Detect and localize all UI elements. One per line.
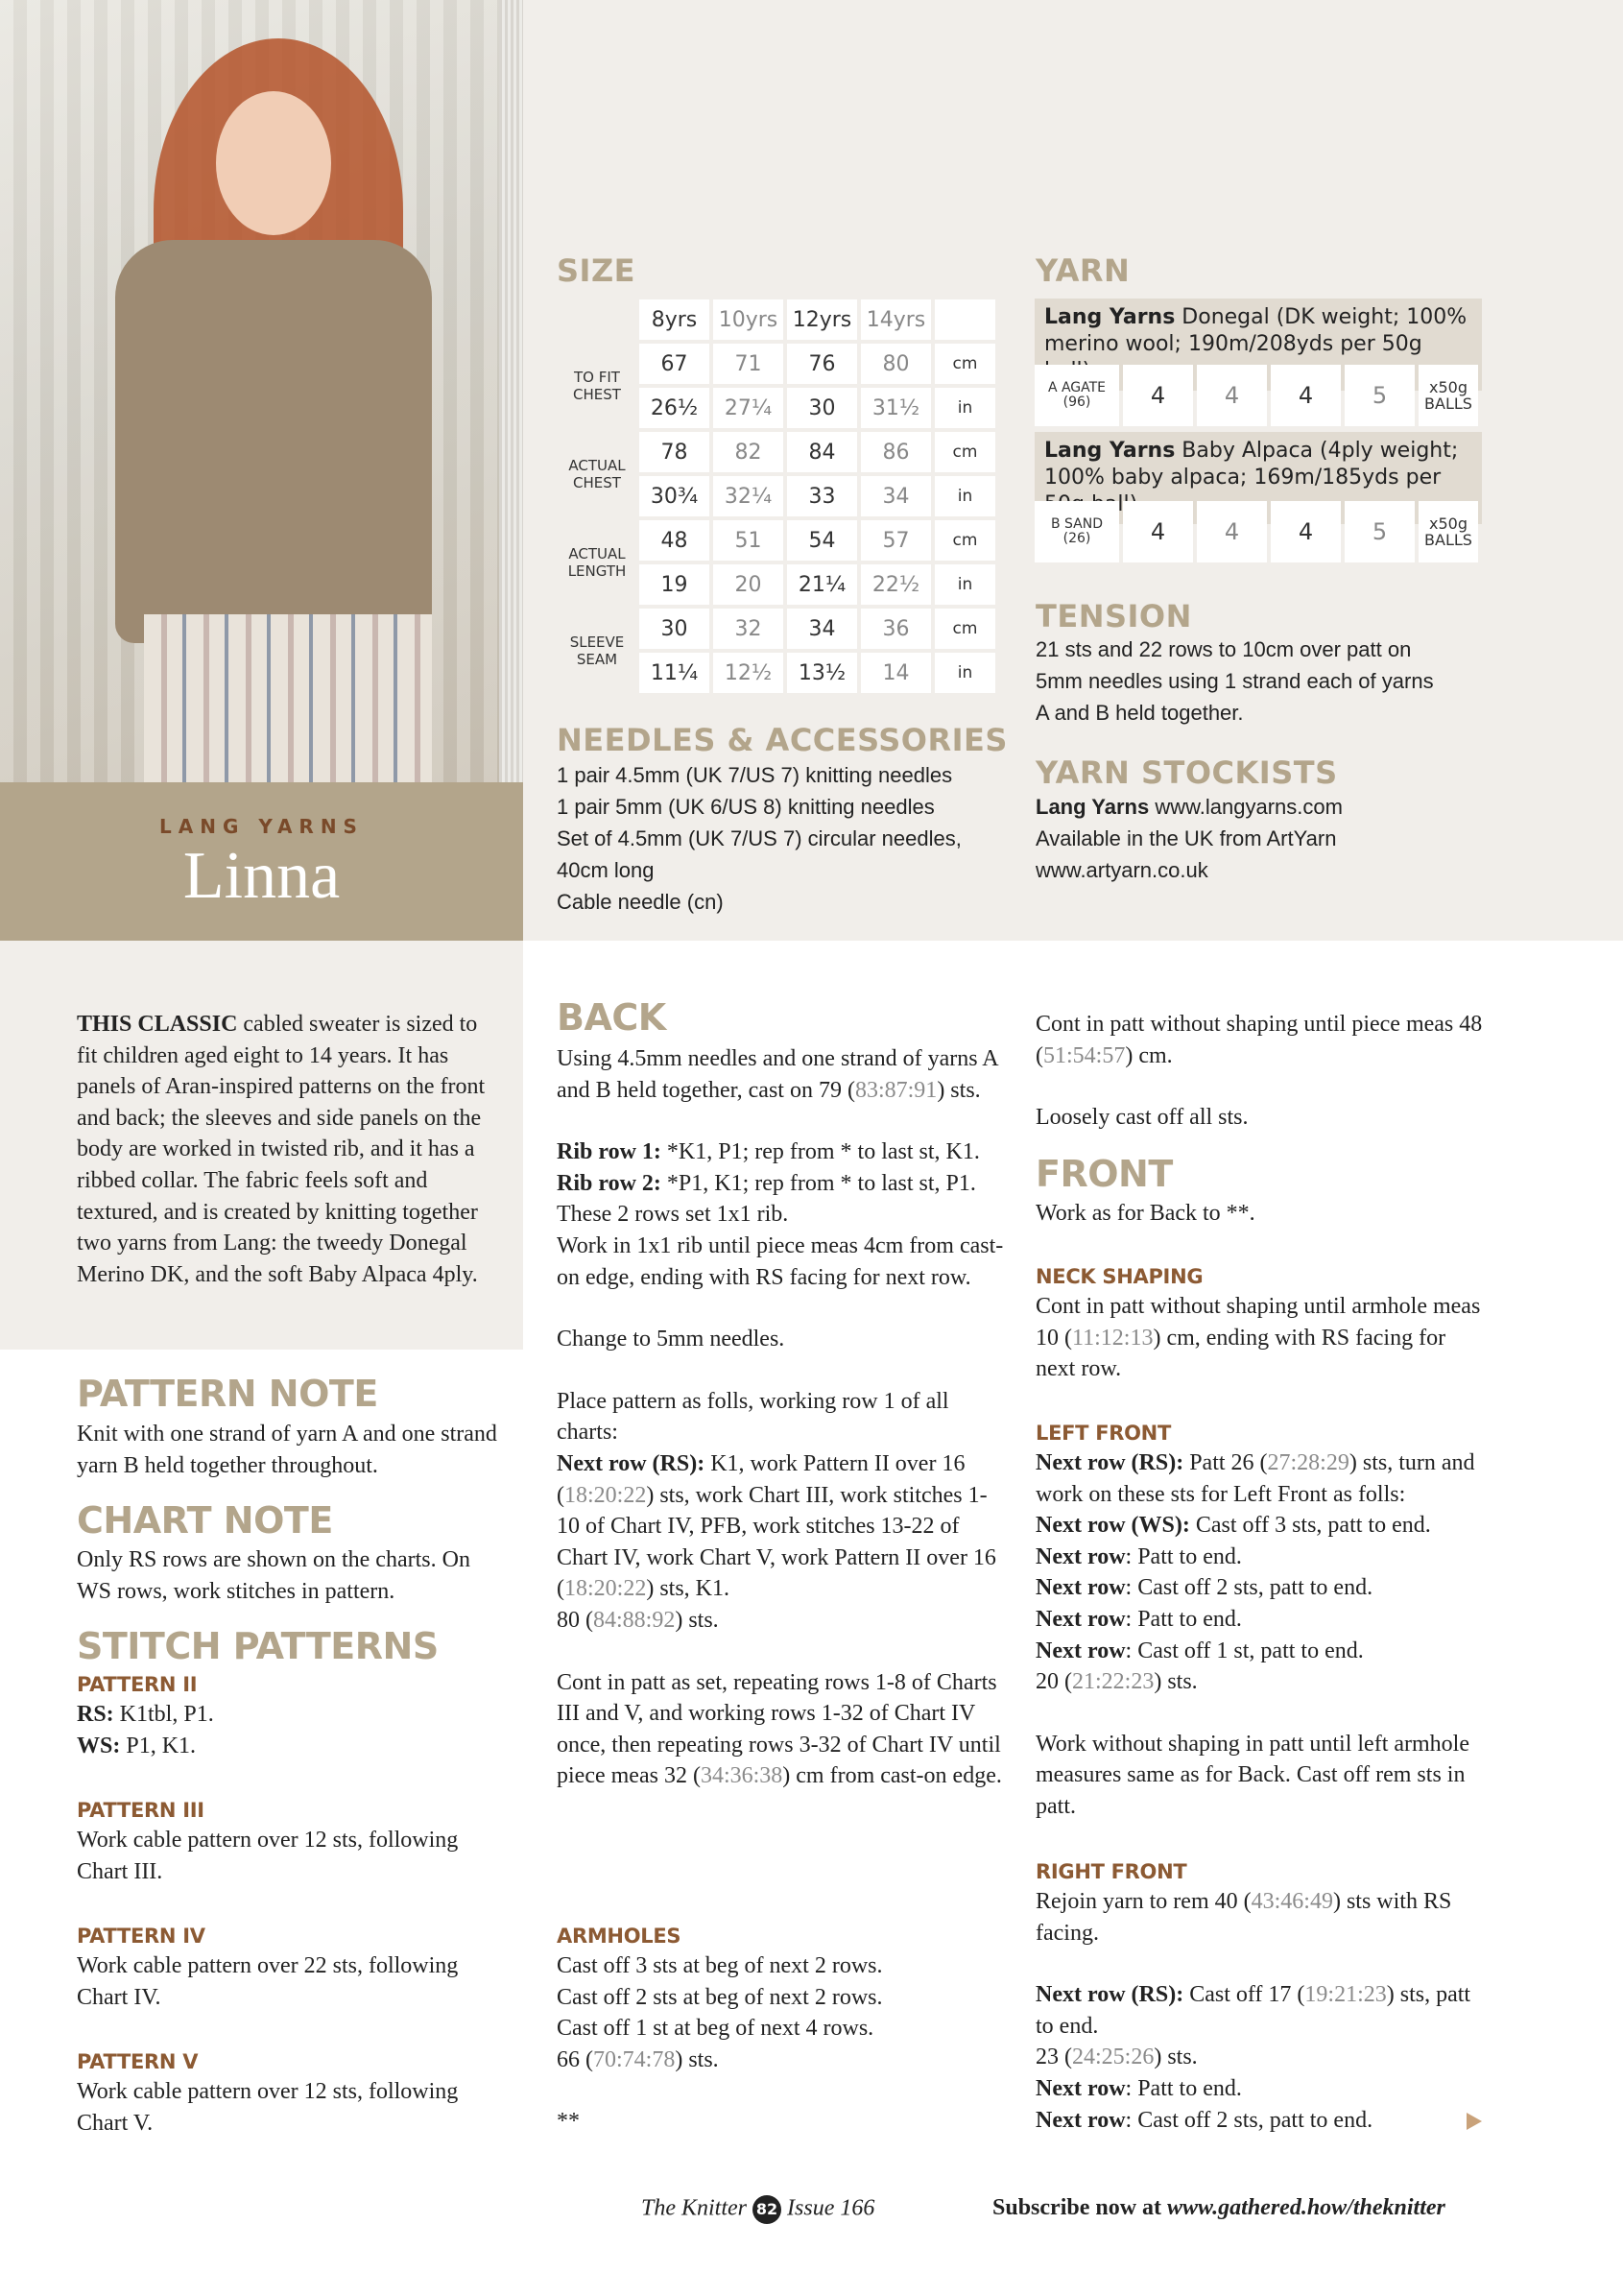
size-cell: 82 (713, 432, 783, 472)
footer-subscribe (992, 2195, 1445, 2221)
lf5-text: : Patt to end. (1125, 1606, 1242, 1632)
pattern-iii-heading: PATTERN III (77, 1799, 204, 1822)
size-cell: 76 (787, 344, 857, 384)
size-row (559, 520, 995, 561)
needles-list (557, 759, 1008, 918)
size-cell: 34 (861, 476, 931, 516)
size-cell: 71 (713, 344, 783, 384)
size-header: 14yrs (861, 299, 931, 340)
size-cell: 32 (713, 609, 783, 649)
yarn-b-label-name: B SAND (1050, 516, 1104, 532)
armholes-count-a: 66 ( (557, 2046, 593, 2072)
needles-item: 40cm long (557, 858, 655, 882)
lf5-label: Next row (1036, 1606, 1126, 1632)
yarn-a-label (1035, 365, 1119, 426)
back-cast-on-alt: 83:87:91 (854, 1077, 938, 1103)
pattern-ii-rs-text: K1tbl, P1. (113, 1702, 214, 1727)
intro-text (77, 1009, 499, 1290)
lf-row (1036, 1572, 1496, 1604)
size-cell: 31½ (861, 388, 931, 428)
needles-item: 1 pair 4.5mm (UK 7/US 7) knitting needles (557, 763, 953, 787)
stitch-patterns-heading: STITCH PATTERNS (77, 1625, 439, 1667)
back-rib-row-1 (557, 1136, 1008, 1168)
needles-item: 1 pair 5mm (UK 6/US 8) knitting needles (557, 795, 935, 819)
armholes-count (557, 2045, 1008, 2076)
lf-work-without: Work without shaping in patt until left armhole measures same as for Back. Cast off rem sts in patt. (1036, 1731, 1469, 1819)
yarn-a-row (1035, 365, 1478, 426)
yarn-b-row (1035, 501, 1478, 562)
yarn-b-unit-weight: x50g (1429, 514, 1468, 533)
yarn-b-quantity: 4 (1123, 501, 1193, 562)
left-front-text (1036, 1447, 1496, 1823)
back-cont-a: Cont in patt as set, repeating rows 1-8 of Charts III and V, and working rows 1-32 of Chart IV once, then repeating rows 3-32 of Chart IV until piece meas 32 ( (557, 1669, 1001, 1789)
back-rib2-text: *P1, K1; rep from * to last st, P1. (660, 1170, 976, 1196)
rf2-b: ) sts, patt to end. (1036, 1982, 1471, 2039)
pattern-iv-heading: PATTERN IV (77, 1925, 205, 1948)
size-cell: 32¼ (713, 476, 783, 516)
lf1-label: Next row (RS): (1036, 1450, 1184, 1475)
yarn-a-unit (1419, 365, 1478, 426)
lf-row (1036, 1510, 1496, 1542)
size-cell: 54 (787, 520, 857, 561)
size-cell: 80 (861, 344, 931, 384)
back-cont-b: ) cm from cast-on edge. (782, 1763, 1002, 1789)
pattern-ii-ws-text: P1, K1. (120, 1733, 197, 1758)
yarn-b-unit-balls: BALLS (1424, 531, 1472, 549)
back-next-e: ) sts. (675, 1607, 719, 1633)
size-unit: in (935, 388, 995, 428)
pattern-note-heading: PATTERN NOTE (77, 1373, 378, 1415)
rf4-label: Next row (1036, 2075, 1126, 2101)
size-unit: in (935, 653, 995, 693)
yarn-a-unit-weight: x50g (1429, 378, 1468, 396)
needles-item: Cable needle (cn) (557, 890, 724, 914)
size-cell: 48 (639, 520, 709, 561)
lf4-text: : Cast off 2 sts, patt to end. (1125, 1575, 1373, 1601)
stockists-url-2[interactable]: www.artyarn.co.uk (1036, 858, 1208, 882)
back-next-alt2: 18:20:22 (564, 1576, 647, 1602)
pattern-iv-text: Work cable pattern over 22 sts, following Chart IV. (77, 1953, 459, 2010)
col3-cast-off: Loosely cast off all sts. (1036, 1105, 1249, 1131)
intro-body: cabled sweater is sized to fit children aged eight to 14 years. It has panels of Aran-inspired patterns on the front and back; the sleeves and side panels on the body are worked in twisted rib, and it has a ribbed collar. The fabric feels soft and textured, and is created by knitting together two yarns from Lang: the tweedy Donegal Merino DK, and the soft Baby Alpaca 4ply. (77, 1012, 486, 1287)
rf-count (1036, 2042, 1487, 2073)
size-cell: 30¾ (639, 476, 709, 516)
model-photo (0, 0, 523, 782)
size-cell: 30 (639, 609, 709, 649)
back-next-row (557, 1448, 1008, 1605)
left-front-heading: LEFT FRONT (1036, 1422, 1171, 1445)
pattern-iii-text: Work cable pattern over 12 sts, following Chart III. (77, 1828, 459, 1884)
neck-alt: 11:12:13 (1072, 1325, 1154, 1351)
size-table (555, 296, 999, 697)
size-heading: SIZE (557, 252, 636, 289)
brand-panel (0, 782, 523, 941)
stockists-line (1036, 791, 1496, 823)
yarn-b-label (1035, 501, 1119, 562)
back-next-d: 80 ( (557, 1607, 593, 1633)
rf2-label: Next row (RS): (1036, 1982, 1184, 2008)
neck-a: Cont in patt without shaping until armhole meas 10 ( (1036, 1294, 1481, 1351)
yarn-a-label-name: A AGATE (1047, 380, 1107, 395)
photo-face (216, 91, 331, 235)
size-unit: cm (935, 520, 995, 561)
armholes-count-alt: 70:74:78 (593, 2046, 676, 2072)
yarn-b-quantity: 5 (1345, 501, 1415, 562)
lf-row (1036, 1604, 1496, 1636)
back-rib1-text: *K1, P1; rep from * to last st, K1. (660, 1139, 980, 1165)
back-next-alt1: 18:20:22 (564, 1482, 647, 1508)
yarn-b-quantity: 4 (1197, 501, 1267, 562)
back-heading: BACK (557, 996, 666, 1039)
footer-subscribe-url[interactable]: www.gathered.how/theknitter (1167, 2195, 1445, 2220)
size-unit: cm (935, 344, 995, 384)
size-cell: 21¼ (787, 564, 857, 605)
page-number: 82 (752, 2195, 781, 2224)
footer-magazine-name: The Knitter (641, 2195, 748, 2221)
lf3-label: Next row (1036, 1543, 1126, 1569)
lf7-alt: 21:22:23 (1072, 1669, 1155, 1695)
footer-issue: Issue 166 (787, 2195, 875, 2221)
rf3-alt: 24:25:26 (1072, 2045, 1155, 2070)
back-cont-alt: 34:36:38 (700, 1763, 783, 1789)
armholes-line: Cast off 2 sts at beg of next 2 rows. (557, 1984, 883, 2010)
neck-b: ) cm, ending with RS facing for next row. (1036, 1325, 1446, 1382)
size-cell: 57 (861, 520, 931, 561)
pattern-v-text: Work cable pattern over 12 sts, following Chart V. (77, 2079, 459, 2136)
size-header-row (559, 299, 995, 340)
col3-cont-alt: 51:54:57 (1043, 1042, 1126, 1068)
lf2-text: Cast off 3 sts, patt to end. (1189, 1513, 1431, 1539)
stockists-url[interactable]: www.langyarns.com (1149, 795, 1343, 819)
rf-rejoin (1036, 1886, 1487, 1949)
rf-row (1036, 2105, 1487, 2137)
pattern-note-text: Knit with one strand of yarn A and one strand yarn B held together throughout. (77, 1422, 497, 1478)
size-cell: 78 (639, 432, 709, 472)
back-cast-on (557, 1043, 1008, 1106)
chart-note-heading: CHART NOTE (77, 1499, 333, 1542)
size-cell: 13½ (787, 653, 857, 693)
yarn-a-quantity: 4 (1197, 365, 1267, 426)
lf7-b: ) sts. (1154, 1669, 1198, 1695)
back-cast-on-b: ) sts. (937, 1077, 981, 1103)
size-row (559, 432, 995, 472)
footer-subscribe-text: Subscribe now at (992, 2195, 1168, 2220)
chart-note-text: Only RS rows are shown on the charts. On WS rows, work stitches in pattern. (77, 1547, 470, 1604)
size-cell: 33 (787, 476, 857, 516)
size-header: 8yrs (639, 299, 709, 340)
back-text (557, 1043, 1008, 1792)
tension-text: 21 sts and 22 rows to 10cm over patt on 5mm needles using 1 strand each of yarns A and B held together. (1036, 637, 1434, 725)
size-cell: 22½ (861, 564, 931, 605)
back-next-count (557, 1605, 1008, 1637)
front-heading: FRONT (1036, 1153, 1173, 1195)
col3-continue (1036, 1009, 1487, 1071)
tension-heading: TENSION (1036, 598, 1192, 634)
lf7-a: 20 ( (1036, 1669, 1072, 1695)
lf-count (1036, 1666, 1496, 1698)
pattern-v-heading: PATTERN V (77, 2050, 199, 2073)
rf3-a: 23 ( (1036, 2045, 1072, 2070)
yarn-a-label-code: (96) (1062, 395, 1091, 410)
size-row (559, 344, 995, 384)
photo-trousers (144, 614, 432, 782)
right-front-text (1036, 1886, 1487, 2136)
lf4-label: Next row (1036, 1575, 1126, 1601)
pattern-ii-heading: PATTERN II (77, 1673, 198, 1696)
size-row (559, 609, 995, 649)
lf-row (1036, 1542, 1496, 1573)
pattern-title: Linna (182, 839, 341, 913)
size-unit: cm (935, 432, 995, 472)
back-next-label: Next row (RS): (557, 1450, 705, 1476)
size-unit: cm (935, 609, 995, 649)
rf2-alt: 19:21:23 (1304, 1982, 1387, 2008)
pattern-ii-text (77, 1699, 509, 1761)
yarn-b-label-code: (26) (1062, 531, 1091, 546)
yarn-b-unit (1419, 501, 1478, 562)
col3-cont-b: ) cm. (1125, 1042, 1173, 1068)
yarn-b-brand: Lang Yarns (1044, 439, 1176, 463)
pattern-ii-ws (77, 1731, 509, 1762)
back-next-alt3: 84:88:92 (593, 1607, 676, 1633)
needles-item: Set of 4.5mm (UK 7/US 7) circular needles, (557, 826, 962, 850)
size-cell: 27¼ (713, 388, 783, 428)
size-row-label: ACTUAL LENGTH (559, 520, 635, 605)
size-header: 10yrs (713, 299, 783, 340)
size-cell: 30 (787, 388, 857, 428)
size-header: 12yrs (787, 299, 857, 340)
lf1-alt: 27:28:29 (1267, 1450, 1349, 1475)
stockists-text (1036, 791, 1496, 886)
pattern-ii-ws-label: WS: (77, 1733, 121, 1758)
size-unit-header (935, 299, 995, 340)
rf1-a: Rejoin yarn to rem 40 ( (1036, 1889, 1252, 1914)
size-cell: 19 (639, 564, 709, 605)
stockists-brand: Lang Yarns (1036, 795, 1150, 819)
size-cell: 86 (861, 432, 931, 472)
col3-cont-a: Cont in patt without shaping until piece meas 48 ( (1036, 1012, 1483, 1068)
col3-top (1036, 1009, 1487, 1134)
rf5-label: Next row (1036, 2107, 1126, 2133)
rf3-b: ) sts. (1154, 2045, 1198, 2070)
lf-row (1036, 1636, 1496, 1667)
back-rib-row-2 (557, 1168, 1008, 1200)
back-rib1-label: Rib row 1: (557, 1139, 661, 1165)
back-next-c: ) sts, K1. (646, 1576, 730, 1602)
yarn-a-quantity: 4 (1123, 365, 1193, 426)
size-row-label: ACTUAL CHEST (559, 432, 635, 516)
armholes-count-b: ) sts. (675, 2046, 719, 2072)
yarn-b-quantity: 4 (1271, 501, 1341, 562)
lf2-label: Next row (WS): (1036, 1513, 1190, 1539)
back-rib-work: Work in 1x1 rib until piece meas 4cm from cast-on edge, ending with RS facing for next row. (557, 1232, 1004, 1290)
size-cell: 14 (861, 653, 931, 693)
stockists-heading: YARN STOCKISTS (1036, 754, 1338, 791)
rf5-text: : Cast off 2 sts, patt to end. (1125, 2107, 1373, 2133)
rf-row (1036, 1979, 1487, 2042)
size-cell: 84 (787, 432, 857, 472)
rf2-a: Cast off 17 ( (1183, 1982, 1305, 2008)
lf1-a: Patt 26 ( (1183, 1450, 1268, 1475)
back-place-pattern: Place pattern as folls, working row 1 of all charts: (557, 1388, 949, 1446)
size-corner (559, 299, 635, 340)
lf3-text: : Patt to end. (1125, 1543, 1242, 1569)
back-cast-on-a: Using 4.5mm needles and one strand of yarns A and B held together, cast on 79 ( (557, 1046, 998, 1103)
brand-name: LANG YARNS (159, 815, 364, 838)
armholes-line: Cast off 3 sts at beg of next 2 rows. (557, 1953, 883, 1978)
yarn-heading: YARN (1036, 252, 1131, 289)
yarn-a-quantity: 5 (1345, 365, 1415, 426)
rf4-text: : Patt to end. (1125, 2075, 1242, 2101)
pattern-ii-rs-label: RS: (77, 1702, 114, 1727)
front-text: Work as for Back to **. (1036, 1201, 1255, 1226)
size-cell: 34 (787, 609, 857, 649)
yarn-a-desc: Donegal (DK weight; 100% merino wool; 190m/208yds per 50g (1044, 305, 1468, 356)
size-row-label: TO FIT CHEST (559, 344, 635, 428)
neck-shaping-text (1036, 1291, 1487, 1385)
rf-row (1036, 2073, 1487, 2105)
armholes-line: Cast off 1 st at beg of next 4 rows. (557, 2016, 874, 2042)
back-next-a: K1, work Pattern II over 16 ( (557, 1450, 966, 1508)
back-stars: ** (557, 2109, 580, 2135)
back-rib-set: These 2 rows set 1x1 rib. (557, 1202, 789, 1228)
size-cell: 67 (639, 344, 709, 384)
intro-lead: THIS CLASSIC (77, 1012, 238, 1037)
size-unit: in (935, 564, 995, 605)
yarn-a-unit-balls: BALLS (1424, 395, 1472, 413)
size-cell: 12½ (713, 653, 783, 693)
lf6-text: : Cast off 1 st, patt to end. (1125, 1638, 1364, 1663)
armholes-heading: ARMHOLES (557, 1925, 681, 1948)
lf-row (1036, 1447, 1496, 1510)
rf1-alt: 43:46:49 (1251, 1889, 1333, 1914)
back-continue (557, 1667, 1008, 1792)
yarn-a-brand: Lang Yarns (1044, 305, 1176, 329)
right-front-heading: RIGHT FRONT (1036, 1860, 1187, 1883)
continue-arrow-icon[interactable] (1467, 2113, 1482, 2130)
size-cell: 36 (861, 609, 931, 649)
lf6-label: Next row (1036, 1638, 1126, 1663)
stockists-line: Available in the UK from ArtYarn (1036, 826, 1337, 850)
back-change-needles: Change to 5mm needles. (557, 1327, 785, 1352)
photo-sweater (115, 240, 432, 643)
size-cell: 20 (713, 564, 783, 605)
neck-shaping-heading: NECK SHAPING (1036, 1265, 1204, 1288)
yarn-a-quantity: 4 (1271, 365, 1341, 426)
size-row-label: SLEEVE SEAM (559, 609, 635, 693)
footer-magazine (641, 2195, 874, 2224)
size-cell: 51 (713, 520, 783, 561)
yarn-b-desc: Baby Alpaca (4ply weight; 100% baby alpaca; 169m/185yds per (1044, 439, 1459, 490)
needles-heading: NEEDLES & ACCESSORIES (557, 722, 1008, 758)
size-unit: in (935, 476, 995, 516)
back-next-b: ) sts, work Chart III, work stitches 1-10 of Chart IV, PFB, work stitches 13-22 of Chart IV, work Chart V, work Pattern II over 16 ( (557, 1482, 996, 1602)
size-cell: 26½ (639, 388, 709, 428)
armholes-text (557, 1950, 1008, 2138)
back-rib2-label: Rib row 2: (557, 1170, 661, 1196)
rf1-b: ) sts with RS facing. (1036, 1889, 1452, 1946)
pattern-ii-rs (77, 1699, 509, 1731)
size-cell: 11¼ (639, 653, 709, 693)
lf1-b: ) sts, turn and work on these sts for Left Front as folls: (1036, 1450, 1475, 1507)
